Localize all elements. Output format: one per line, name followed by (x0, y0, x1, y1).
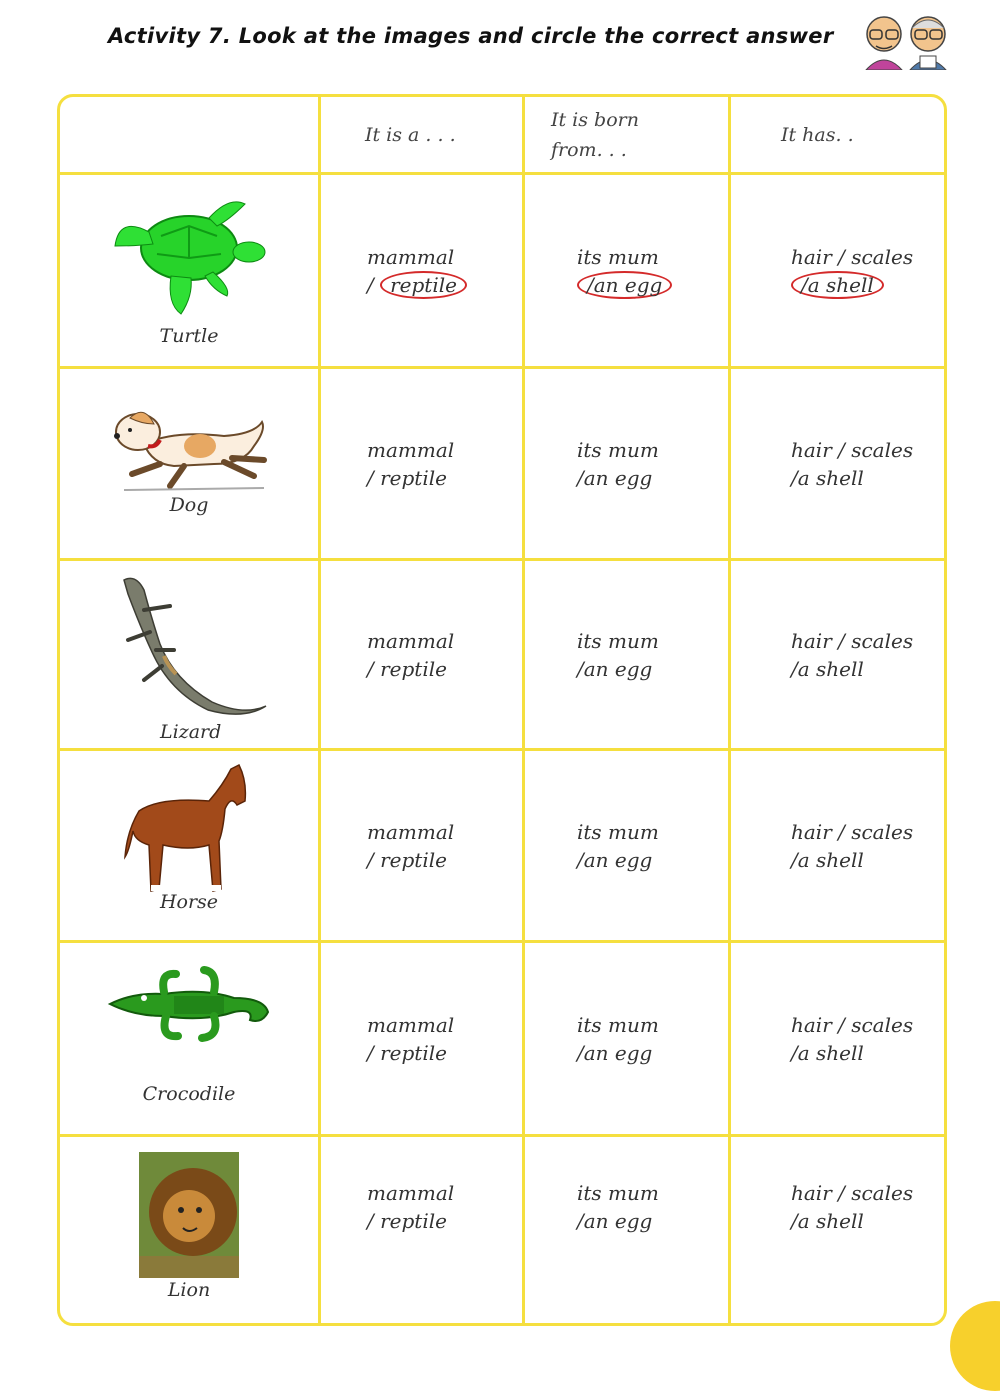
born-cell[interactable] (525, 561, 731, 751)
option-reptile[interactable]: reptile (380, 1040, 447, 1065)
option-reptile-circled[interactable]: reptile (380, 271, 467, 299)
has-cell[interactable] (731, 175, 944, 369)
option-reptile[interactable]: reptile (380, 656, 447, 681)
table-row (60, 175, 944, 369)
has-cell[interactable] (731, 369, 944, 561)
teachers-icon (858, 10, 954, 70)
option-separator: / (367, 272, 381, 297)
animal-name: Crocodile (142, 1083, 236, 1105)
animal-cell (60, 175, 321, 369)
header-type: It is a . . . (321, 97, 525, 175)
header-empty (60, 97, 321, 175)
table-row (60, 751, 944, 943)
table-row (60, 1137, 944, 1323)
worksheet (57, 94, 941, 1326)
option-separator: / (367, 656, 381, 681)
animal-name: Lion (167, 1279, 211, 1301)
horse-icon (119, 761, 259, 901)
born-cell[interactable] (525, 369, 731, 561)
option-mammal[interactable]: mammal (367, 819, 455, 844)
has-cell[interactable] (731, 1137, 944, 1323)
option-a-shell[interactable]: /a shell (791, 847, 864, 872)
option-its-mum[interactable]: its mum (577, 1012, 659, 1037)
header-row (60, 97, 944, 175)
option-separator: / (367, 1209, 381, 1233)
type-cell[interactable] (321, 1137, 525, 1323)
option-hair-scales[interactable]: hair / scales (791, 437, 914, 462)
type-cell[interactable] (321, 751, 525, 943)
activity-title: Activity 7. Look at the images and circle the correct answer (108, 24, 834, 48)
option-hair-scales[interactable]: hair / scales (791, 819, 914, 844)
option-hair-scales[interactable]: hair / scales (791, 628, 914, 653)
crocodile-icon (104, 964, 274, 1044)
option-its-mum[interactable]: its mum (577, 244, 659, 269)
type-cell[interactable] (321, 561, 525, 751)
option-an-egg[interactable]: /an egg (577, 465, 653, 490)
option-hair-scales[interactable]: hair / scales (791, 244, 914, 269)
option-hair-scales[interactable]: hair / scales (791, 1181, 914, 1205)
animal-name: Lizard (160, 721, 222, 743)
lizard-icon (104, 570, 274, 720)
table-row (60, 561, 944, 751)
option-separator: / (367, 465, 381, 490)
option-a-shell[interactable]: /a shell (791, 656, 864, 681)
born-cell[interactable] (525, 943, 731, 1137)
animal-name: Dog (169, 494, 209, 516)
born-cell[interactable] (525, 751, 731, 943)
table-row (60, 369, 944, 561)
option-separator: / (367, 1040, 381, 1065)
option-a-shell[interactable]: /a shell (791, 1040, 864, 1065)
corner-decoration (950, 1301, 1000, 1391)
option-hair-scales[interactable]: hair / scales (791, 1012, 914, 1037)
animal-cell (60, 1137, 321, 1323)
option-reptile[interactable]: reptile (380, 847, 447, 872)
type-cell[interactable] (321, 369, 525, 561)
option-separator: / (367, 847, 381, 872)
option-reptile[interactable]: reptile (380, 1209, 447, 1233)
option-its-mum[interactable]: its mum (577, 628, 659, 653)
option-mammal[interactable]: mammal (367, 437, 455, 462)
option-mammal[interactable]: mammal (367, 1181, 455, 1205)
option-mammal[interactable]: mammal (367, 1012, 455, 1037)
dog-icon (104, 394, 274, 494)
has-cell[interactable] (731, 943, 944, 1137)
option-mammal[interactable]: mammal (367, 244, 455, 269)
born-cell[interactable] (525, 1137, 731, 1323)
type-cell[interactable] (321, 175, 525, 369)
animal-cell (60, 561, 321, 751)
option-its-mum[interactable]: its mum (577, 1181, 659, 1205)
animal-cell (60, 369, 321, 561)
option-an-egg-circled[interactable]: /an egg (577, 271, 672, 299)
option-mammal[interactable]: mammal (367, 628, 455, 653)
has-cell[interactable] (731, 561, 944, 751)
option-a-shell-circled[interactable]: /a shell (791, 271, 884, 299)
has-cell[interactable] (731, 751, 944, 943)
option-an-egg[interactable]: /an egg (577, 847, 653, 872)
lion-icon (139, 1152, 239, 1278)
option-an-egg[interactable]: /an egg (577, 656, 653, 681)
table-row (60, 943, 944, 1137)
animal-name: Horse (159, 891, 219, 913)
activity-table (57, 94, 947, 1326)
type-cell[interactable] (321, 943, 525, 1137)
option-a-shell[interactable]: /a shell (791, 465, 864, 490)
option-reptile[interactable]: reptile (380, 465, 447, 490)
born-cell[interactable] (525, 175, 731, 369)
animal-name: Turtle (159, 325, 219, 347)
option-an-egg[interactable]: /an egg (577, 1209, 653, 1233)
option-its-mum[interactable]: its mum (577, 437, 659, 462)
header-has: It has. . (731, 97, 944, 175)
option-a-shell[interactable]: /a shell (791, 1209, 864, 1233)
animal-cell (60, 943, 321, 1137)
turtle-icon (109, 196, 269, 316)
header-born: It is born from. . . (525, 97, 731, 175)
animal-cell (60, 751, 321, 943)
option-an-egg[interactable]: /an egg (577, 1040, 653, 1065)
option-its-mum[interactable]: its mum (577, 819, 659, 844)
